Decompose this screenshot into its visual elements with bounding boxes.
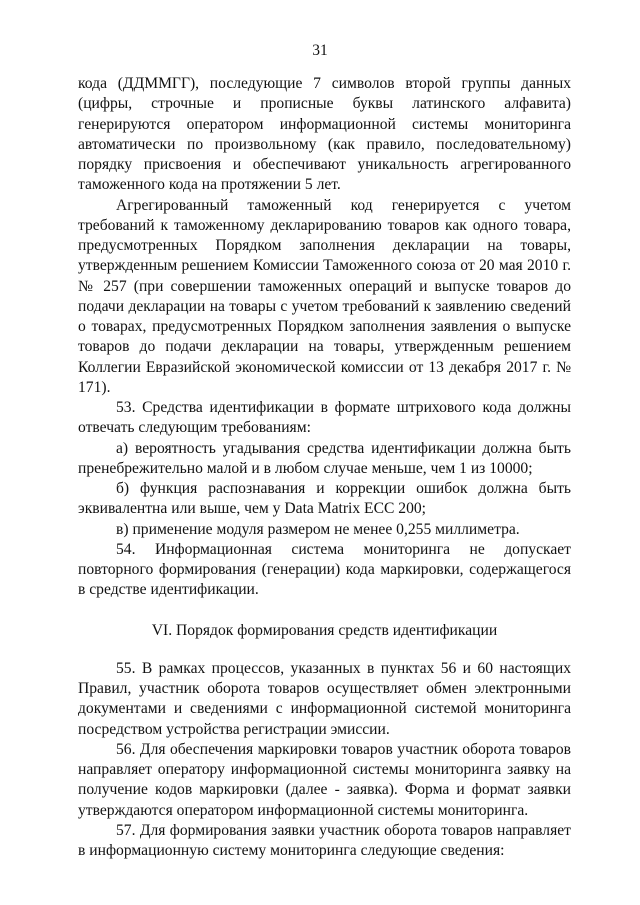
paragraphs-after: [78, 659, 571, 862]
paragraph: б) функция распознавания и коррекции ошибок должна быть эквивалентна или выше, чем у Data Matrix ECC 200;: [78, 480, 571, 518]
section-heading: VI. Порядок формирования средств идентификации: [151, 621, 498, 639]
paragraph: в) применение модуля размером не менее 0,255 миллиметра.: [116, 520, 520, 538]
paragraph: кода (ДДММГГ), последующие 7 символов второй группы данных (цифры, строчные и прописные буквы латинского алфавита) генерируются оператором информационной системы мониторинга автоматически по произвольному (как правило, последовательному) порядку присвоения и обеспечивают уникальность агрегированного таможенного кода на протяжении 5 лет.: [78, 75, 571, 194]
page-number: 31: [312, 42, 328, 59]
paragraph: 55. В рамках процессов, указанных в пунктах 56 и 60 настоящих Правил, участник оборота товаров осуществляет обмен электронными документами и сведениями с информационной системой мониторинга посредством устройства регистрации эмиссии.: [78, 659, 571, 738]
document-body: [78, 74, 571, 861]
paragraph: Агрегированный таможенный код генерируется с учетом требований к таможенному декларированию товаров как одного товара, предусмотренных Порядком заполнения декларации на товары, утвержденным решением Комиссии Таможенного союза от 20 мая 2010 г. № 257 (при совершении таможенных операций и выпуске товаров до подачи декларации на товары с учетом требований к заявлению сведений о товарах, предусмотренных Порядком заполнения заявления о выпуске товаров до подачи декларации на товары, утвержденным решением Коллегии Евразийской экономической комиссии от 13 декабря 2017 г. № 171).: [78, 196, 571, 396]
paragraph: а) вероятность угадывания средства идентификации должна быть пренебрежительно малой и в любом случае меньше, чем 1 из 10000;: [78, 439, 571, 477]
paragraph: 54. Информационная система мониторинга не допускает повторного формирования (генерации) кода маркировки, содержащегося в средстве идентификации.: [78, 540, 571, 599]
paragraph: 53. Средства идентификации в формате штрихового кода должны отвечать следующим требованиям:: [78, 399, 571, 437]
paragraph: 56. Для обеспечения маркировки товаров участник оборота товаров направляет оператору информационной системы мониторинга заявку на получение кодов маркировки (далее - заявка). Форма и формат заявки утверждаются оператором информационной системы мониторинга.: [78, 740, 571, 819]
paragraph: 57. Для формирования заявки участник оборота товаров направляет в информационную систему мониторинга следующие сведения:: [78, 821, 571, 859]
paragraphs-before: [78, 74, 571, 601]
